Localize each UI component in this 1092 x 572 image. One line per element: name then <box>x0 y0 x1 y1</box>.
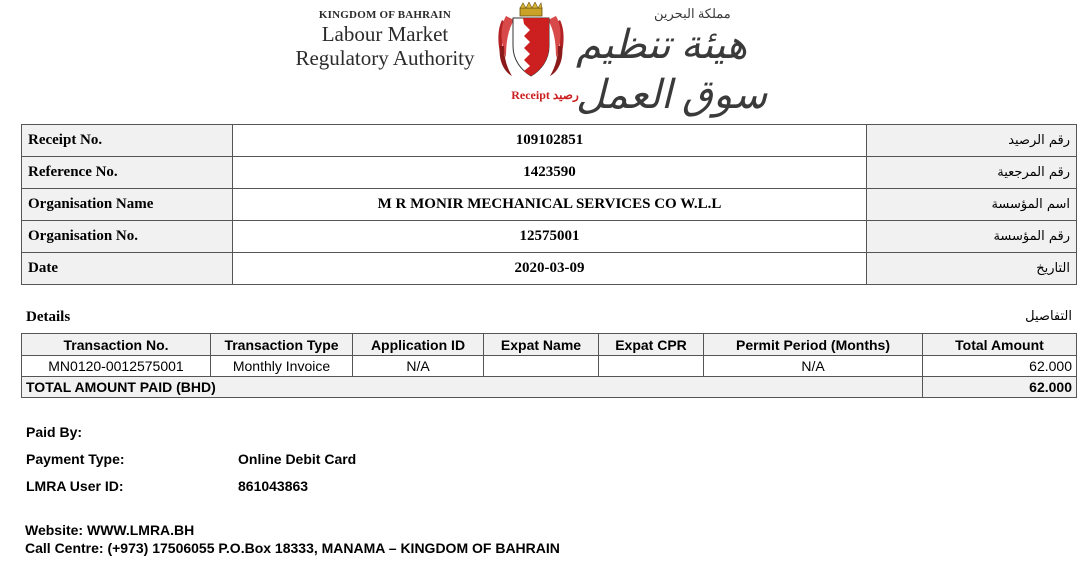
receipt-no-label: Receipt No. <box>22 125 233 157</box>
col-permit-period: Permit Period (Months) <box>704 334 923 356</box>
details-heading: Details <box>26 309 71 325</box>
document-header <box>0 0 1092 117</box>
col-total-amount: Total Amount <box>923 334 1077 356</box>
col-transaction-type: Transaction Type <box>211 334 353 356</box>
call-centre-text: Call Centre: (+973) 17506055 P.O.Box 18333, MANAMA – KINGDOM OF BAHRAIN <box>25 540 560 556</box>
receipt-no-label-ar: رقم الرصيد <box>867 125 1077 157</box>
authority-name-line1: Labour Market <box>321 22 449 46</box>
details-heading-ar: التفاصيل <box>1025 309 1072 324</box>
organisation-name-label-ar: اسم المؤسسة <box>867 189 1077 221</box>
receipt-no-value: 109102851 <box>233 125 867 157</box>
user-id-value: 861043863 <box>238 478 309 494</box>
organisation-no-label: Organisation No. <box>22 221 233 253</box>
organisation-name-value: M R MONIR MECHANICAL SERVICES CO W.L.L <box>233 189 867 221</box>
authority-arabic-name <box>574 6 814 117</box>
reference-no-value: 1423590 <box>233 157 867 189</box>
organisation-name-label: Organisation Name <box>22 189 233 221</box>
date-label-ar: التاريخ <box>867 253 1077 285</box>
payment-type-row <box>26 449 526 476</box>
total-amount-value: 62.000 <box>923 377 1077 398</box>
organisation-no-value: 12575001 <box>233 221 867 253</box>
organisation-no-label-ar: رقم المؤسسة <box>867 221 1077 253</box>
col-expat-name: Expat Name <box>484 334 599 356</box>
table-row <box>22 125 1077 157</box>
user-id-row <box>26 476 526 503</box>
user-id-label: LMRA User ID: <box>26 478 124 494</box>
table-row <box>22 157 1077 189</box>
table-row <box>22 189 1077 221</box>
transaction-type-cell: Monthly Invoice <box>211 356 353 377</box>
kingdom-text: KINGDOM OF BAHRAIN <box>318 9 452 21</box>
reference-no-label-ar: رقم المرجعية <box>867 157 1077 189</box>
total-amount-cell: 62.000 <box>923 356 1077 377</box>
table-row <box>22 221 1077 253</box>
arabic-kingdom-text: مملكة البحرين <box>654 6 731 21</box>
payment-section <box>26 422 526 503</box>
website-text: Website: WWW.LMRA.BH <box>25 522 195 538</box>
table-row <box>22 253 1077 285</box>
payment-type-label: Payment Type: <box>26 451 125 467</box>
paid-by-row <box>26 422 526 449</box>
receipt-title: Receipt رصيد <box>511 88 579 102</box>
arabic-authority-name: هيئة تنظيم سوق العمل <box>576 22 768 117</box>
reference-no-label: Reference No. <box>22 157 233 189</box>
authority-name-line2: Regulatory Authority <box>295 46 475 70</box>
expat-cpr-cell <box>599 356 704 377</box>
authority-english-name <box>282 8 488 70</box>
col-expat-cpr: Expat CPR <box>599 334 704 356</box>
transactions-table <box>21 333 1077 398</box>
table-header-row <box>22 334 1077 356</box>
bahrain-emblem-icon <box>496 2 566 80</box>
table-row <box>22 356 1077 377</box>
receipt-info-table <box>21 124 1077 285</box>
document-footer <box>25 521 560 557</box>
date-value: 2020-03-09 <box>233 253 867 285</box>
transaction-no-cell: MN0120-0012575001 <box>22 356 211 377</box>
total-row <box>22 377 1077 398</box>
col-transaction-no: Transaction No. <box>22 334 211 356</box>
paid-by-label: Paid By: <box>26 424 83 440</box>
application-id-cell: N/A <box>353 356 484 377</box>
expat-name-cell <box>484 356 599 377</box>
date-label: Date <box>22 253 233 285</box>
permit-period-cell: N/A <box>704 356 923 377</box>
col-application-id: Application ID <box>353 334 484 356</box>
total-amount-label: TOTAL AMOUNT PAID (BHD) <box>22 377 923 398</box>
payment-type-value: Online Debit Card <box>238 451 357 467</box>
